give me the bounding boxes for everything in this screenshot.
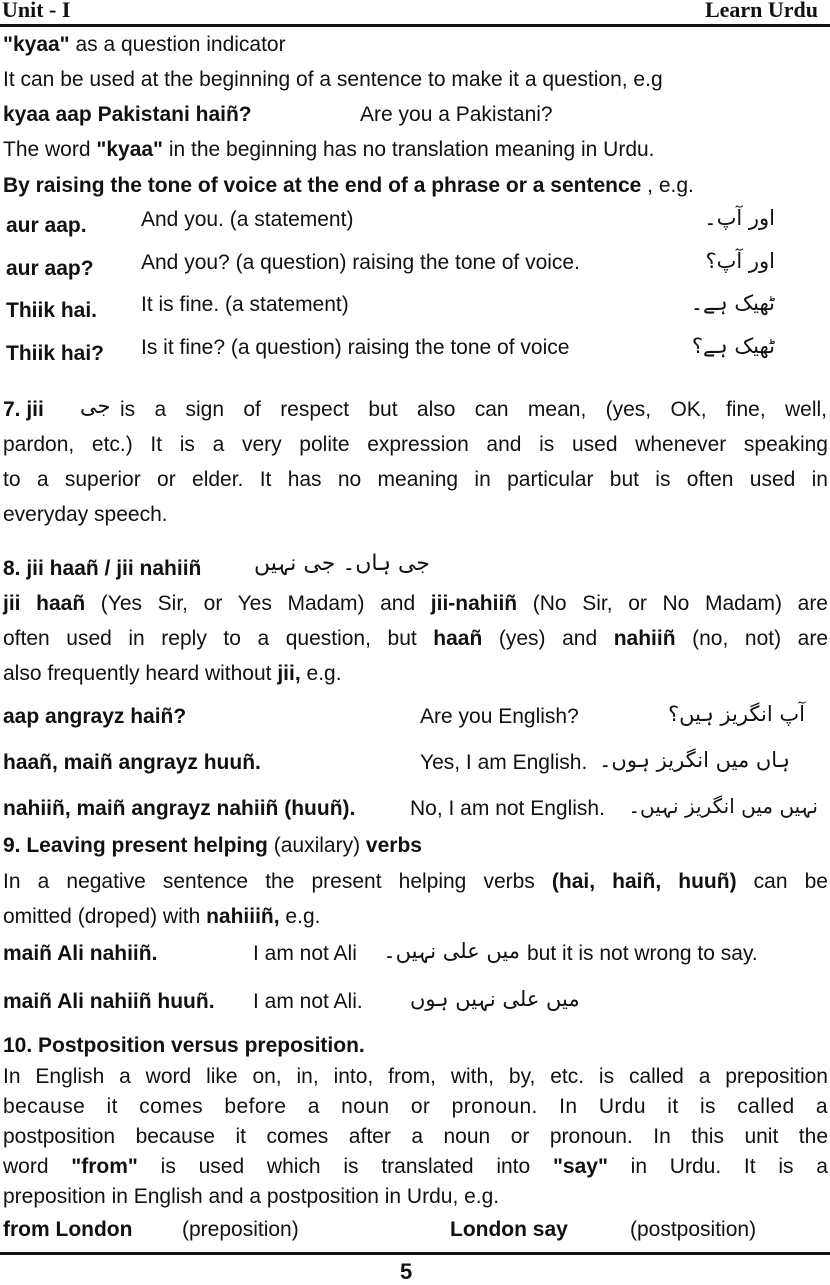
tone-row-urdu: اور آپ؟ [705, 249, 775, 273]
sec7-urdu: جی [80, 394, 111, 418]
kyaa-line1: It can be used at the beginning of a sentence to make it a question, e.g [3, 68, 663, 91]
sec8-line2: often used in reply to a question, but haañ (yes) and nahiiñ (no, not) are [3, 627, 828, 650]
sec10-line1: In English a word like on, in, into, from, with, by, etc. is called a preposition [3, 1065, 828, 1088]
tone-row-english: And you? (a question) raising the tone of voice. [141, 251, 580, 274]
english-row-roman: haañ, maiñ angrayz huuñ. [3, 751, 261, 774]
header-unit: Unit - I [2, 0, 71, 22]
sec7-number: 7. jii [3, 398, 44, 421]
kyaa-line4: By raising the tone of voice at the end of a phrase or a sentence , e.g. [3, 174, 694, 197]
page-number: 5 [400, 1259, 413, 1284]
tone-row-english: It is fine. (a statement) [141, 293, 349, 316]
english-row-roman: aap angrayz haiñ? [3, 705, 187, 728]
tone-row-roman: aur aap? [6, 257, 94, 280]
sec10-line5: preposition in English and a postposition in Urdu, e.g. [3, 1185, 500, 1208]
sec8-line1: jii haañ (Yes Sir, or Yes Madam) and jii-nahiiñ (No Sir, or No Madam) are [3, 592, 828, 615]
tone-row-english: Is it fine? (a question) raising the tone of voice [141, 336, 570, 359]
sec10-line3: postposition because it comes after a noun or pronoun. In this unit the [3, 1125, 828, 1148]
sec8-line3: also frequently heard without jii, e.g. [3, 662, 342, 685]
tone-row-english: And you. (a statement) [141, 208, 354, 231]
kyaa-example-english: Are you a Pakistani? [360, 103, 553, 126]
header-rule [0, 24, 830, 27]
kyaa-example-roman: kyaa aap Pakistani haiñ? [3, 103, 252, 126]
sec7-line3: to a superior or elder. It has no meaning in particular but is often used in [3, 468, 828, 491]
sec9-line2: omitted (droped) with nahiiiñ, e.g. [3, 905, 321, 928]
tone-row-roman: Thiik hai? [6, 342, 105, 365]
sec9-ex1-english: I am not Ali [253, 942, 357, 965]
english-row-english: No, I am not English. [410, 797, 605, 820]
sec9-ex1-urdu: میں علی نہیں۔ [383, 939, 520, 963]
sec9-ex2-urdu: میں علی نہیں ہوں [410, 987, 580, 1011]
sec10-ex-from-note: (preposition) [182, 1218, 299, 1241]
sec10-ex-say-note: (postposition) [630, 1218, 757, 1241]
sec9-ex2-roman: maiñ Ali nahiiñ huuñ. [3, 990, 215, 1013]
sec9-ex1-tail: but it is not wrong to say. [527, 942, 758, 965]
sec10-line2: because it comes before a noun or pronoun. In Urdu it is called a [3, 1095, 828, 1118]
english-row-urdu: نہیں میں انگریز نہیں۔ [628, 794, 818, 818]
sec7-line4: everyday speech. [3, 503, 168, 526]
header-title: Learn Urdu [704, 0, 818, 22]
sec7-line1: is a sign of respect but also can mean, (yes, OK, fine, well, [120, 398, 827, 421]
english-row-urdu: آپ انگریز ہیں؟ [667, 702, 805, 726]
sec9-heading: 9. Leaving present helping (auxilary) verbs [3, 834, 422, 857]
english-row-roman: nahiiñ, maiñ angrayz nahiiñ (huuñ). [3, 797, 356, 820]
sec7-line2: pardon, etc.) It is a very polite expression and is used whenever speaking [3, 433, 828, 456]
tone-row-roman: Thiik hai. [6, 299, 98, 322]
kyaa-heading: "kyaa" as a question indicator [3, 33, 286, 56]
sec8-heading: 8. jii haañ / jii nahiiñ [3, 557, 202, 580]
sec8-urdu: جی ہاں۔ جی نہیں [254, 551, 430, 576]
english-row-english: Yes, I am English. [420, 751, 588, 774]
sec10-heading: 10. Postposition versus preposition. [3, 1034, 365, 1057]
sec9-line1: In a negative sentence the present helping verbs (hai, haiñ, huuñ) can be [3, 870, 828, 893]
kyaa-line3: The word "kyaa" in the beginning has no translation meaning in Urdu. [3, 138, 655, 161]
sec9-ex1-roman: maiñ Ali nahiiñ. [3, 942, 158, 965]
tone-row-urdu: ٹھیک ہے۔ [690, 291, 775, 315]
sec10-line4: word "from" is used which is translated into "say" in Urdu. It is a [3, 1155, 828, 1178]
tone-row-roman: aur aap. [6, 214, 87, 237]
tone-row-urdu: اور آپ۔ [704, 206, 775, 230]
tone-row-urdu: ٹھیک ہے؟ [691, 334, 775, 358]
sec10-ex-say: London say [450, 1218, 568, 1241]
english-row-english: Are you English? [420, 705, 579, 728]
sec10-ex-from: from London [3, 1218, 133, 1241]
english-row-urdu: ہاں میں انگریز ہوں۔ [599, 748, 790, 772]
sec9-ex2-english: I am not Ali. [253, 990, 363, 1013]
footer-rule [0, 1252, 830, 1255]
